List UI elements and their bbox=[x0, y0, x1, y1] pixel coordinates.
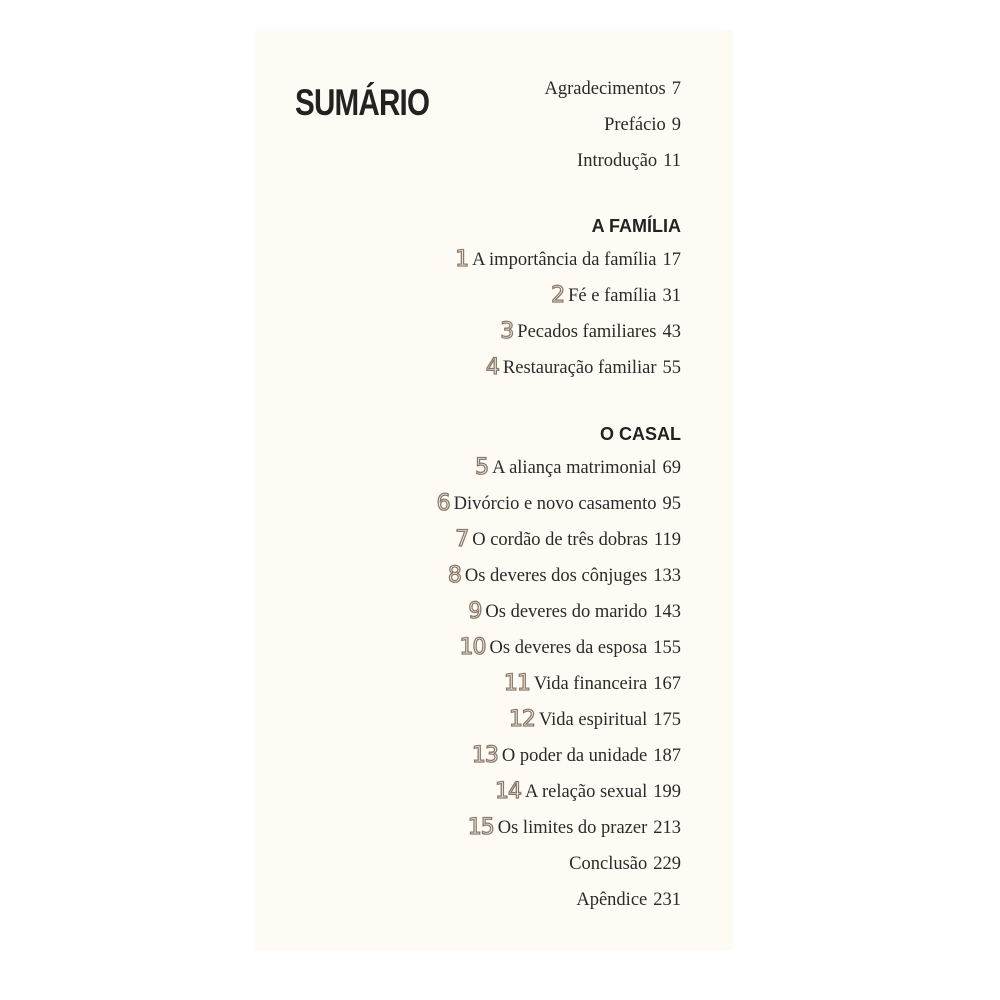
toc-entry-chapter-4[interactable] bbox=[486, 356, 681, 380]
toc-entry-chapter-5[interactable] bbox=[475, 456, 681, 480]
toc-entry-label: Apêndice bbox=[576, 890, 648, 910]
toc-entry-chapter-11[interactable] bbox=[504, 672, 681, 696]
toc-entry-agradecimentos[interactable] bbox=[545, 77, 682, 101]
toc-entry-chapter-12[interactable] bbox=[509, 708, 681, 732]
toc-entry-page: 7 bbox=[671, 79, 681, 99]
chapter-number: 14 bbox=[495, 779, 521, 804]
toc-entry-prefacio[interactable] bbox=[604, 113, 681, 137]
toc-entry-page: 31 bbox=[662, 286, 681, 306]
toc-entry-label: A aliança matrimonial bbox=[492, 458, 657, 478]
toc-entry-label: A relação sexual bbox=[525, 782, 648, 802]
toc-entry-conclusao[interactable] bbox=[569, 852, 681, 876]
chapter-number: 7 bbox=[455, 527, 469, 552]
toc-entry-apendice[interactable] bbox=[576, 888, 681, 912]
toc-entry-page: 213 bbox=[653, 818, 681, 838]
toc-entry-label: Os deveres da esposa bbox=[489, 638, 648, 658]
book-page bbox=[255, 30, 733, 950]
chapter-number: 9 bbox=[468, 599, 482, 624]
toc-entry-page: 17 bbox=[662, 250, 681, 270]
toc-entry-chapter-1[interactable] bbox=[455, 248, 681, 272]
chapter-number: 3 bbox=[500, 319, 514, 344]
toc-entry-page: 55 bbox=[662, 358, 681, 378]
toc-entry-chapter-7[interactable] bbox=[455, 528, 681, 552]
toc-entry-chapter-2[interactable] bbox=[551, 284, 681, 308]
toc-entry-label: O cordão de três dobras bbox=[472, 530, 648, 550]
toc-entry-chapter-14[interactable] bbox=[495, 780, 681, 804]
chapter-number: 13 bbox=[471, 743, 498, 768]
toc-entry-label: Conclusão bbox=[569, 854, 648, 874]
toc-entry-label: O poder da unidade bbox=[501, 746, 648, 766]
toc-entry-page: 155 bbox=[653, 638, 681, 658]
toc-entry-chapter-9[interactable] bbox=[468, 600, 681, 624]
toc-entry-introducao[interactable] bbox=[577, 149, 681, 173]
toc-entry-page: 143 bbox=[653, 602, 681, 622]
chapter-number: 10 bbox=[459, 635, 486, 660]
toc-entry-label: Fé e família bbox=[568, 286, 657, 306]
toc-entry-label: A importância da família bbox=[472, 250, 657, 270]
chapter-number: 6 bbox=[436, 491, 450, 516]
toc-entry-label: Introdução bbox=[577, 151, 658, 171]
toc-entry-page: 187 bbox=[653, 746, 681, 766]
toc-entry-label: Vida financeira bbox=[533, 674, 648, 694]
toc-entry-label: Divórcio e novo casamento bbox=[453, 494, 657, 514]
toc-entry-page: 119 bbox=[653, 530, 681, 550]
toc-entry-chapter-8[interactable] bbox=[448, 564, 681, 588]
toc-entry-label: Pecados familiares bbox=[517, 322, 657, 342]
toc-entry-page: 9 bbox=[671, 115, 681, 135]
chapter-number: 4 bbox=[485, 355, 499, 380]
chapter-number: 1 bbox=[455, 247, 469, 272]
section-heading-casal: O CASAL bbox=[600, 424, 681, 444]
toc-entry-chapter-10[interactable] bbox=[460, 636, 681, 660]
chapter-number: 8 bbox=[447, 563, 461, 588]
toc-entry-page: 229 bbox=[653, 854, 681, 874]
toc-entry-page: 133 bbox=[653, 566, 681, 586]
toc-entry-page: 69 bbox=[662, 458, 681, 478]
toc-entry-chapter-13[interactable] bbox=[472, 744, 681, 768]
toc-entry-page: 167 bbox=[653, 674, 681, 694]
chapter-number: 2 bbox=[551, 283, 565, 308]
page-title: SUMÁRIO bbox=[295, 82, 430, 123]
toc-entry-page: 231 bbox=[653, 890, 681, 910]
toc-entry-label: Vida espiritual bbox=[538, 710, 648, 730]
chapter-number: 11 bbox=[503, 671, 530, 696]
toc-entry-page: 11 bbox=[663, 151, 681, 171]
toc-entry-label: Restauração familiar bbox=[502, 358, 657, 378]
toc-entry-page: 199 bbox=[653, 782, 681, 802]
toc-entry-page: 95 bbox=[662, 494, 681, 514]
toc-entry-label: Os deveres dos cônjuges bbox=[464, 566, 648, 586]
toc-entry-label: Prefácio bbox=[604, 115, 666, 135]
chapter-number: 12 bbox=[508, 707, 535, 732]
toc-entry-label: Os limites do prazer bbox=[497, 818, 648, 838]
toc-entry-label: Os deveres do marido bbox=[485, 602, 648, 622]
section-heading-familia: A FAMÍLIA bbox=[591, 216, 681, 236]
toc-entry-page: 43 bbox=[662, 322, 681, 342]
toc-entry-chapter-6[interactable] bbox=[437, 492, 681, 516]
toc-entry-page: 175 bbox=[653, 710, 681, 730]
toc-entry-chapter-15[interactable] bbox=[468, 816, 681, 840]
chapter-number: 5 bbox=[475, 455, 489, 480]
toc-entry-label: Agradecimentos bbox=[544, 79, 666, 99]
chapter-number: 15 bbox=[467, 815, 494, 840]
toc-entry-chapter-3[interactable] bbox=[500, 320, 681, 344]
